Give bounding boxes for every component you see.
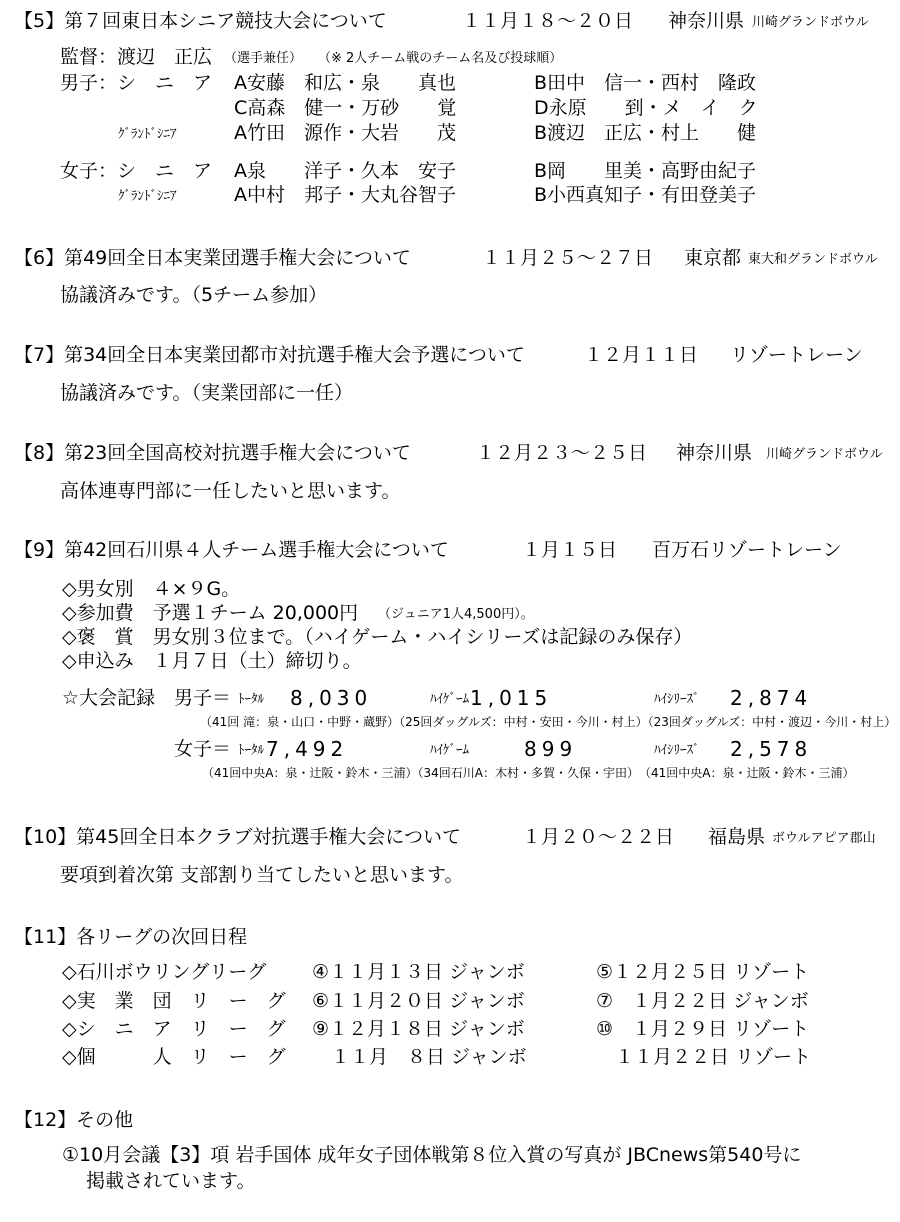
league-following-date: ⑤１２月２５日 リゾート xyxy=(596,961,810,983)
women-team-b: B岡 里美・高野由紀子 xyxy=(534,160,757,182)
league-name: ◇個 人 リ ー グ xyxy=(62,1046,286,1068)
women-label: 女子：シ ニ ア xyxy=(60,160,213,182)
section-9-deadline: ◇申込み １月７日（土）締切り。 xyxy=(62,650,362,672)
men-team-a: A安藤 和広・泉 真也 xyxy=(234,72,456,94)
men-label: 男子：シ ニ ア xyxy=(60,72,213,94)
section-9-junior-fee: （ジュニア1人4,500円）。 xyxy=(378,607,534,622)
other-item-line-2: 掲載されています。 xyxy=(86,1170,256,1192)
section-9-fee: ◇参加費 予選１チーム 20,000円 xyxy=(62,602,359,624)
league-name: ◇実 業 団 リ ー グ xyxy=(62,990,286,1012)
record-men-highseries-label: ﾊｲｼﾘｰｽﾞ xyxy=(654,692,700,707)
record-women-total: 7,492 xyxy=(266,737,349,761)
men-team-c: C高森 健一・万砂 覚 xyxy=(234,97,457,119)
record-men-notes: （41回 滝：泉・山口・中野・蔵野）（25回ダッグルズ：中村・安田・今川・村上）（23回ダッグルズ：中村・渡辺・今川・村上） xyxy=(200,715,897,729)
record-women-highseries: 2,578 xyxy=(730,737,813,761)
league-name: ◇シ ニ ア リ ー グ xyxy=(62,1018,286,1040)
section-7-body: 協議済みです。（実業団部に一任） xyxy=(60,382,353,404)
section-7-date: １２月１１日 xyxy=(584,344,699,366)
section-10-prefecture: 福島県 xyxy=(708,826,766,848)
women-grand-a: A中村 邦子・大丸谷智子 xyxy=(234,184,456,206)
other-item-line-1: ①10月会議【3】項 岩手国体 成年女子団体戦第８位入賞の写真が JBCnews第540号に xyxy=(62,1144,802,1166)
section-9-format: ◇男女別 ４×９G。 xyxy=(62,578,241,600)
league-following-date: ⑦ １月２２日 ジャンボ xyxy=(596,990,809,1012)
record-women-notes: （41回中央A：泉・辻阪・鈴木・三浦）（34回石川A：木村・多賀・久保・宇田） （41回中央A：泉・辻阪・鈴木・三浦） xyxy=(202,766,855,780)
section-10-body: 要項到着次第 支部割り当てしたいと思います。 xyxy=(60,864,464,886)
coach-note: （※ 2人チーム戦のチーム名及び投球順） xyxy=(318,51,563,66)
record-men-total: 8,030 xyxy=(290,686,373,710)
section-5-prefecture: 神奈川県 xyxy=(668,10,745,32)
record-label: ☆大会記録 xyxy=(62,687,156,709)
record-women-highgame-label: ﾊｲｹﾞｰﾑ xyxy=(430,743,469,758)
section-5-venue: 川崎グランドボウル xyxy=(752,15,869,30)
record-men-label: 男子＝ xyxy=(174,687,232,709)
men-grand-a: A竹田 源作・大岩 茂 xyxy=(234,122,456,144)
section-8-heading: 【8】第23回全国高校対抗選手権大会について xyxy=(14,442,411,464)
section-6-heading: 【6】第49回全日本実業団選手権大会について xyxy=(14,247,411,269)
section-9-venue: 百万石リゾートレーン xyxy=(652,539,842,561)
section-6-venue: 東大和グランドボウル xyxy=(748,252,878,267)
section-6-date: １１月２５～２７日 xyxy=(482,247,654,269)
record-women-highseries-label: ﾊｲｼﾘｰｽﾞ xyxy=(654,743,700,758)
league-next-date: ⑨１２月１８日 ジャンボ xyxy=(312,1018,525,1040)
league-next-date: １１月 ８日 ジャンボ xyxy=(312,1046,527,1068)
men-grand-b: B渡辺 正広・村上 健 xyxy=(534,122,757,144)
men-team-b: B田中 信一・西村 隆政 xyxy=(534,72,757,94)
section-8-prefecture: 神奈川県 xyxy=(676,442,753,464)
section-6-prefecture: 東京都 xyxy=(684,247,742,269)
league-following-date: ⑩ １月２９日 リゾート xyxy=(596,1018,810,1040)
record-women-highgame: 899 xyxy=(524,737,578,761)
record-women-label: 女子＝ xyxy=(174,738,232,760)
section-9-heading: 【9】第42回石川県４人チーム選手権大会について xyxy=(14,539,449,561)
league-next-date: ④１１月１３日 ジャンボ xyxy=(312,961,525,983)
record-men-highseries: 2,874 xyxy=(730,686,813,710)
section-5-heading: 【5】第７回東日本シニア競技大会について xyxy=(14,10,387,32)
section-8-date: １２月２３～２５日 xyxy=(476,442,648,464)
coach-label: 監督：渡辺 正広 xyxy=(60,46,213,68)
record-men-highgame-label: ﾊｲｹﾞｰﾑ xyxy=(430,692,469,707)
section-9-date: １月１５日 xyxy=(522,539,618,561)
men-team-d: D永原 到・メ イ ク xyxy=(534,97,758,119)
league-next-date: ⑥１１月２０日 ジャンボ xyxy=(312,990,525,1012)
grand-senior-label-men: ｸﾞﾗﾝﾄﾞｼﾆｱ xyxy=(118,127,177,142)
section-11-heading: 【11】各リーグの次回日程 xyxy=(14,926,248,948)
section-6-body: 協議済みです。（5チーム参加） xyxy=(60,284,328,306)
section-10-venue: ボウルアピア郡山 xyxy=(772,831,876,846)
grand-senior-label-women: ｸﾞﾗﾝﾄﾞｼﾆｱ xyxy=(118,189,177,204)
section-7-venue: リゾートレーン xyxy=(730,344,863,366)
section-5-date: １１月１８～２０日 xyxy=(462,10,634,32)
record-men-highgame: 1,015 xyxy=(470,686,553,710)
league-following-date: １１月２２日 リゾート xyxy=(596,1046,812,1068)
record-women-total-label: ﾄｰﾀﾙ xyxy=(238,743,264,758)
section-8-body: 高体連専門部に一任したいと思います。 xyxy=(60,480,401,502)
record-men-total-label: ﾄｰﾀﾙ xyxy=(238,692,264,707)
league-name: ◇石川ボウリングリーグ xyxy=(62,961,267,983)
coach-role: （選手兼任） xyxy=(224,51,303,66)
section-8-venue: 川崎グランドボウル xyxy=(766,447,883,462)
section-12-heading: 【12】その他 xyxy=(14,1109,134,1131)
section-9-awards: ◇褒 賞 男女別３位まで。（ハイゲーム・ハイシリーズは記録のみ保存） xyxy=(62,626,693,648)
women-grand-b: B小西真知子・有田登美子 xyxy=(534,184,757,206)
section-7-heading: 【7】第34回全日本実業団都市対抗選手権大会予選について xyxy=(14,344,525,366)
section-10-date: １月２０～２２日 xyxy=(522,826,675,848)
women-team-a: A泉 洋子・久本 安子 xyxy=(234,160,456,182)
section-10-heading: 【10】第45回全日本クラブ対抗選手権大会について xyxy=(14,826,461,848)
